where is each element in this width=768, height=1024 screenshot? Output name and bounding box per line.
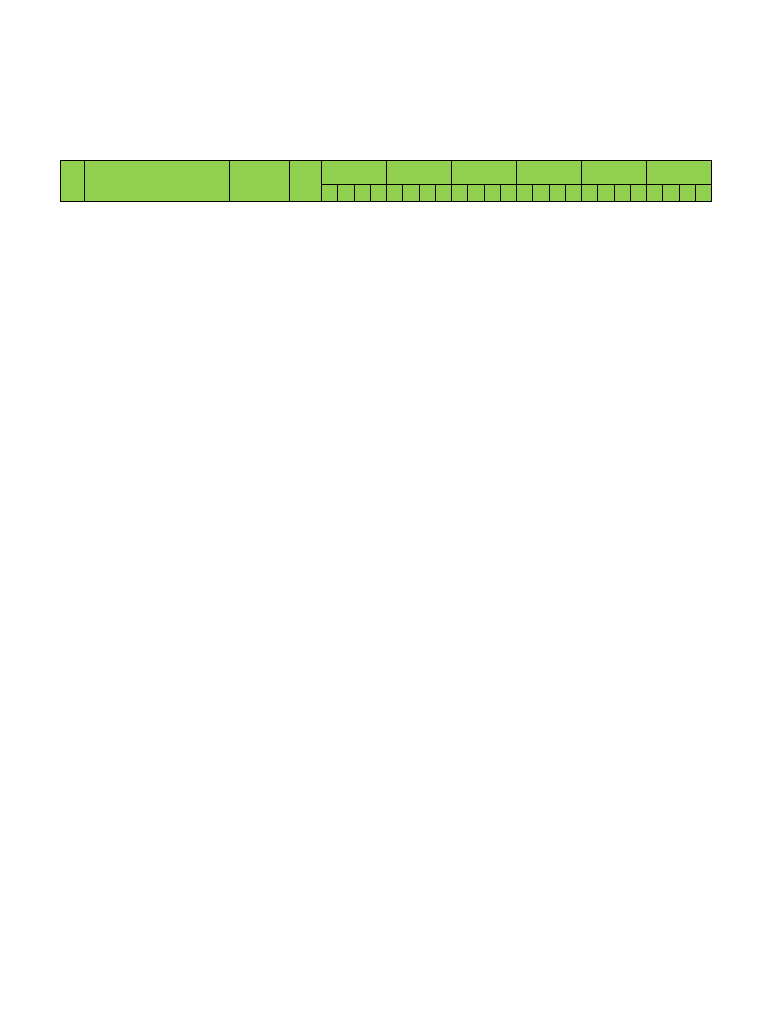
week-header [582,185,598,202]
month-header [387,161,452,185]
header-tujuan [85,161,230,202]
week-header [387,185,403,202]
week-header [452,185,468,202]
month-header [647,161,712,185]
week-header [370,185,386,202]
week-header [419,185,435,202]
week-header [695,185,711,202]
header-no [61,161,85,202]
header-jml-jam [290,161,322,202]
week-header [435,185,451,202]
week-header [500,185,516,202]
week-header [338,185,354,202]
month-header [322,161,387,185]
week-header [679,185,695,202]
week-header [647,185,663,202]
week-header [484,185,500,202]
week-header [322,185,338,202]
week-header [533,185,549,202]
month-header [517,161,582,185]
week-header [663,185,679,202]
week-header [468,185,484,202]
schedule-table-1 [60,160,712,202]
month-header [452,161,517,185]
week-header [614,185,630,202]
week-header [565,185,581,202]
week-header [354,185,370,202]
week-header [403,185,419,202]
header-row [61,161,712,185]
week-header [517,185,533,202]
month-header [582,161,647,185]
week-header [549,185,565,202]
header-materi [230,161,290,202]
week-header [598,185,614,202]
week-header [630,185,646,202]
